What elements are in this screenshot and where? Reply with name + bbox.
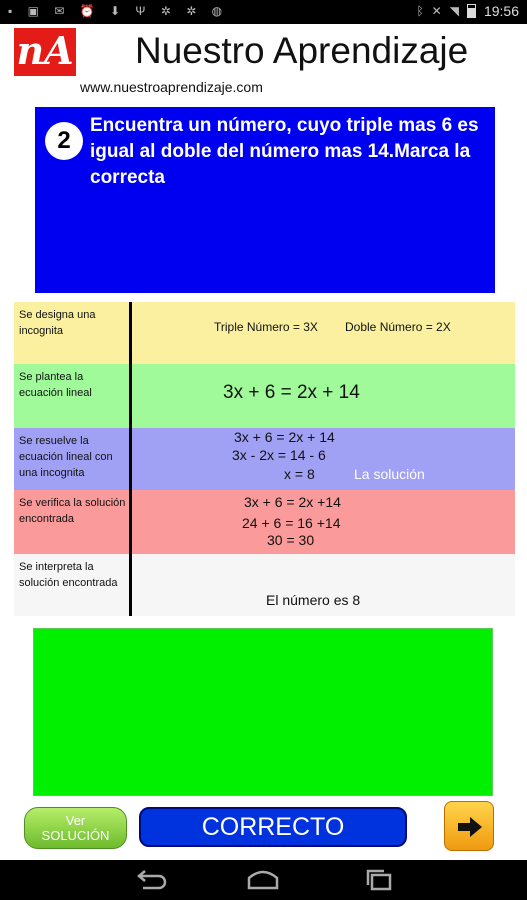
battery-icon — [467, 4, 476, 18]
app-title: Nuestro Aprendizaje — [135, 30, 469, 71]
image-icon: ▣ — [27, 4, 45, 18]
button-label: Ver — [65, 813, 86, 828]
home-icon[interactable] — [243, 868, 283, 892]
step-label: Se verifica la solución encontrada — [19, 497, 126, 525]
step-equation — [14, 364, 515, 428]
next-button[interactable] — [444, 801, 494, 851]
mail-icon: ✉ — [54, 4, 71, 18]
view-solution-button[interactable] — [24, 807, 127, 849]
step-verify — [14, 490, 515, 554]
result-button[interactable]: CORRECTO — [139, 807, 407, 847]
equation-line: Triple Número = 3X — [214, 320, 318, 334]
equation-line: 3x + 6 = 2x + 14 — [223, 382, 360, 403]
gamepad-icon: ◍ — [211, 4, 229, 18]
equation-line: 30 = 30 — [267, 532, 315, 548]
equation-line: 3x + 6 = 2x + 14 — [234, 429, 335, 445]
usb-icon: Ψ — [135, 4, 152, 18]
question-number: 2 — [45, 122, 83, 160]
solution-note: La solución — [354, 466, 425, 482]
step-interpret — [14, 554, 515, 616]
recents-icon[interactable] — [360, 868, 400, 892]
signal-off-icon: ✕ — [431, 4, 442, 18]
gear-icon: ✲ — [186, 4, 203, 18]
system-icons — [416, 3, 519, 19]
question-card — [35, 107, 495, 293]
app-url: www.nuestroaprendizaje.com — [80, 79, 263, 95]
column-divider — [129, 302, 132, 616]
navigation-bar — [0, 860, 527, 900]
app-logo: nA — [14, 28, 76, 76]
download-icon: ⬇ — [110, 4, 127, 18]
button-label: SOLUCIÓN — [41, 828, 110, 843]
arrow-right-icon — [456, 815, 484, 839]
bluetooth-icon: ᛒ — [416, 4, 424, 18]
clock: 19:56 — [483, 3, 519, 19]
notification-icons — [8, 4, 228, 18]
step-label: Se resuelve la ecuación lineal con una incognita — [19, 435, 113, 479]
question-text: Encuentra un número, cuyo triple mas 6 es igual al doble del número mas 14.Marca la correcta — [90, 115, 479, 188]
equation-line: 3x - 2x = 14 - 6 — [232, 447, 326, 463]
notification-icon: ▪ — [8, 4, 19, 18]
gear-icon: ✲ — [160, 4, 177, 18]
step-label: Se designa una incognita — [19, 309, 96, 337]
wifi-icon: ◥ — [449, 4, 459, 18]
answer-area[interactable] — [33, 628, 493, 796]
step-label: Se plantea la ecuación lineal — [19, 371, 92, 399]
alarm-icon: ⏰ — [79, 4, 101, 18]
back-icon[interactable] — [131, 868, 171, 892]
status-bar — [0, 0, 527, 24]
equation-line: 24 + 6 = 16 +14 — [242, 515, 341, 531]
solution-steps — [14, 302, 515, 616]
equation-line: x = 8 — [284, 466, 315, 482]
step-label: Se interpreta la solución encontrada — [19, 561, 118, 589]
step-designate — [14, 302, 515, 364]
step-solve — [14, 428, 515, 490]
equation-line: Doble Número = 2X — [345, 320, 451, 334]
equation-line: 3x + 6 = 2x +14 — [244, 494, 341, 510]
answer-statement: El número es 8 — [266, 592, 361, 608]
